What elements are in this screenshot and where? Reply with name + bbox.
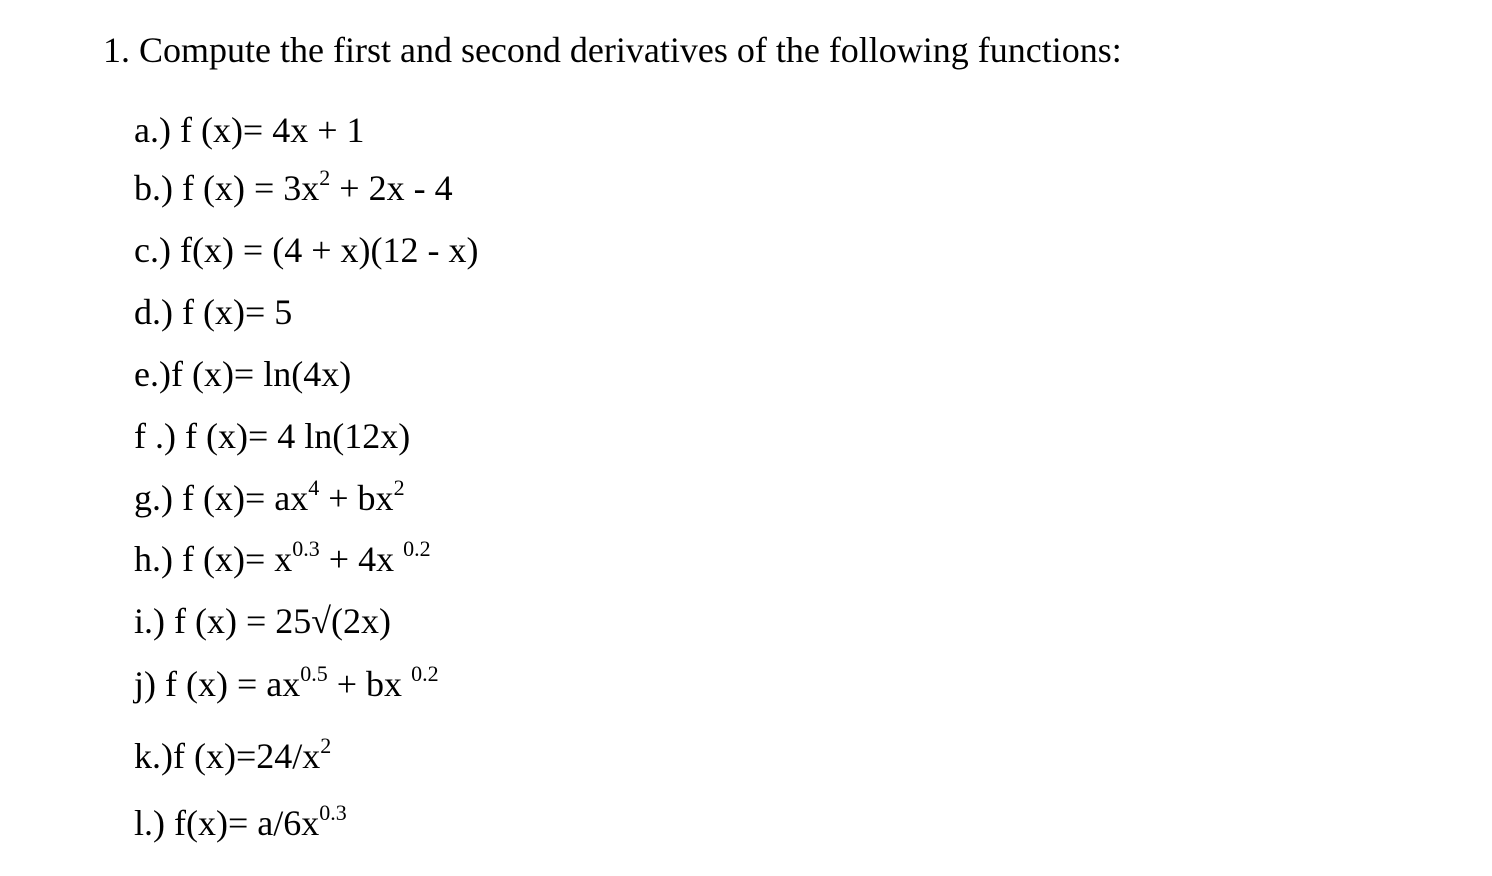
item-label: j) xyxy=(134,664,156,704)
exponent: 0.3 xyxy=(292,536,320,561)
item-expression: + bx xyxy=(319,478,394,518)
exponent: 0.3 xyxy=(319,800,347,825)
item-label: c.) xyxy=(134,230,171,270)
item-expression: + 2x - 4 xyxy=(330,168,453,208)
exponent: 2 xyxy=(319,165,331,190)
function-item-h xyxy=(134,537,431,581)
function-item-j xyxy=(134,662,439,706)
function-item-c xyxy=(134,228,478,272)
item-expression: + bx xyxy=(327,664,412,704)
item-expression: f (x)= 4 ln(12x) xyxy=(175,416,411,456)
item-label: d.) xyxy=(134,292,173,332)
exponent: 2 xyxy=(320,733,332,758)
item-label: f .) xyxy=(134,416,176,456)
function-item-i xyxy=(134,599,391,643)
exponent: 2 xyxy=(393,475,405,500)
item-expression: f(x) = (4 + x)(12 - x) xyxy=(170,230,479,270)
item-expression: f (x)= 4x + 1 xyxy=(170,110,365,150)
exponent: 0.2 xyxy=(411,661,439,686)
item-expression: + 4x xyxy=(319,539,404,579)
item-label: e.) xyxy=(134,354,171,394)
question-number: 1. xyxy=(103,30,130,70)
function-item-l xyxy=(134,801,347,845)
item-expression: f (x)= ax xyxy=(173,478,309,518)
function-item-d xyxy=(134,290,292,334)
item-label: a.) xyxy=(134,110,171,150)
exponent: 0.5 xyxy=(300,661,328,686)
function-item-k xyxy=(134,734,331,778)
item-label: g.) xyxy=(134,478,173,518)
item-expression: f (x) = 25√(2x) xyxy=(165,601,392,641)
item-expression: f (x) = ax xyxy=(156,664,301,704)
item-label: l.) xyxy=(134,803,165,843)
item-label: b.) xyxy=(134,168,173,208)
question-heading xyxy=(103,28,1122,72)
item-expression: f (x)= 5 xyxy=(173,292,293,332)
item-expression: f (x)=24/x xyxy=(173,736,321,776)
item-expression: f (x) = 3x xyxy=(173,168,320,208)
item-label: k.) xyxy=(134,736,173,776)
function-item-e xyxy=(134,352,351,396)
item-label: h.) xyxy=(134,539,173,579)
function-item-a xyxy=(134,108,365,152)
function-item-b xyxy=(134,166,453,210)
item-expression: f (x)= x xyxy=(173,539,293,579)
function-item-g xyxy=(134,476,405,520)
item-label: i.) xyxy=(134,601,165,641)
item-expression: f(x)= a/6x xyxy=(165,803,320,843)
function-item-f xyxy=(134,414,410,458)
question-text: Compute the first and second derivatives of the following functions: xyxy=(139,30,1122,70)
exponent: 4 xyxy=(308,475,320,500)
exponent: 0.2 xyxy=(403,536,431,561)
item-expression: f (x)= ln(4x) xyxy=(170,354,352,394)
